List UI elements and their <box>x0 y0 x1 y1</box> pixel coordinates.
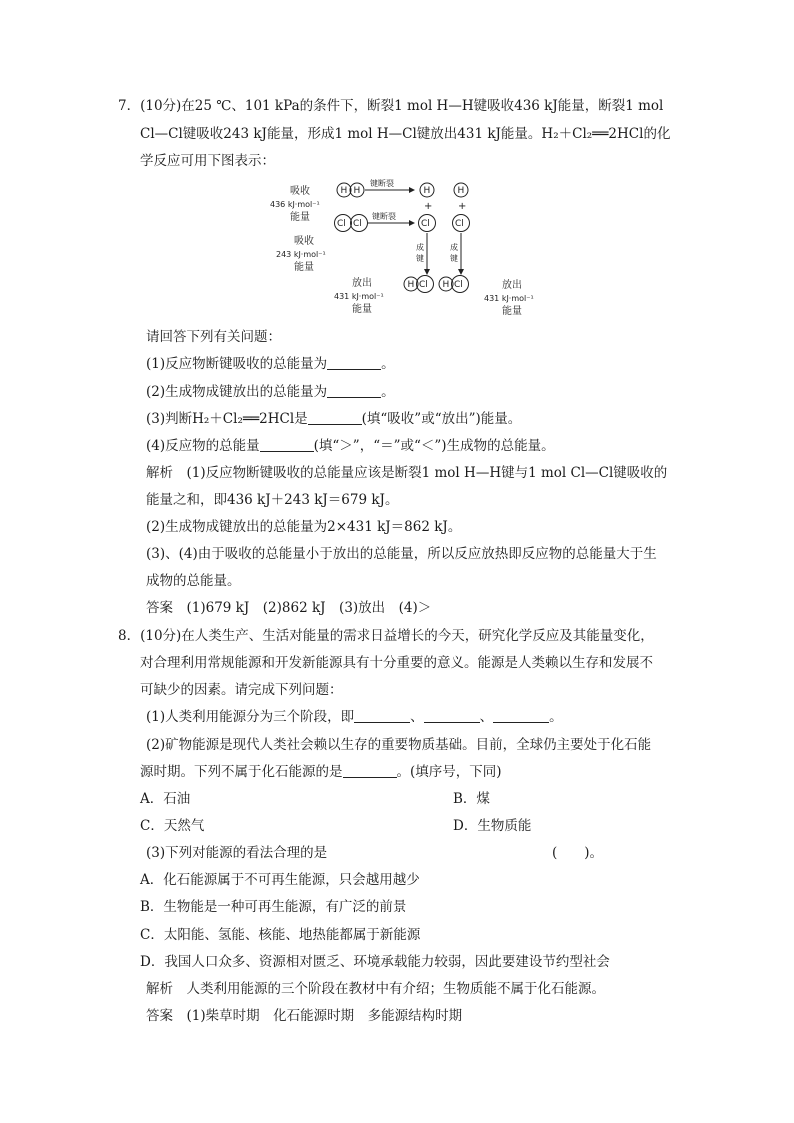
q7-sub3: (3)判断H₂＋Cl₂══2HCl是 (填“吸收”或“放出”)能量。 <box>146 411 522 427</box>
absorb1-label: 吸收 <box>290 186 310 197</box>
release2-unit: 能量 <box>502 306 522 317</box>
q8-sub2-line1: (2)矿物能源是现代人类社会赖以生存的重要物质基础。目前，全球仍主要处于化石能 <box>146 737 652 753</box>
q7-analysis4: (3)、(4)由于吸收的总能量小于放出的总能量，所以反应放热即反应物的总能量大于生 <box>146 546 657 562</box>
q8-s3-a: A．化石能源属于不可再生能源，只会越用越少 <box>140 872 420 888</box>
q8-line3: 可缺少的因素。请完成下列问题： <box>140 682 343 698</box>
svg-text:+: + <box>424 201 433 212</box>
q8-s3-c: C．太阳能、氢能、核能、地热能都属于新能源 <box>140 927 421 943</box>
absorb1-value: 436 kJ·mol⁻¹ <box>270 200 320 209</box>
form-label-2b: 键 <box>450 254 458 263</box>
q7-answer: 答案 (1)679 kJ (2)862 kJ (3)放出 (4)＞ <box>146 600 432 616</box>
svg-text:H: H <box>340 186 348 196</box>
q7-sub2: (2)生成物成键放出的总能量为 。 <box>146 384 395 400</box>
svg-text:Cl: Cl <box>455 219 464 229</box>
bond-energy-diagram <box>266 178 562 320</box>
absorb2-unit: 能量 <box>294 262 314 273</box>
release2-label: 放出 <box>502 280 522 291</box>
break-label-1: 键断裂 <box>370 179 394 188</box>
q7-analysis5: 成物的总能量。 <box>146 573 241 589</box>
release1-unit: 能量 <box>352 304 372 315</box>
q7-sub1: (1)反应物断键吸收的总能量为 。 <box>146 356 395 372</box>
q7-analysis2: 能量之和，即436 kJ＋243 kJ＝679 kJ。 <box>146 492 399 508</box>
q8-line1: 8．(10分)在人类生产、生活对能量的需求日益增长的今天，研究化学反应及其能量变化， <box>118 628 654 644</box>
q8-sub3: (3)下列对能源的看法合理的是 <box>146 845 328 861</box>
svg-text:Cl: Cl <box>421 219 430 229</box>
q8-sub1: (1)人类利用能源分为三个阶段，即 、 、 。 <box>146 709 563 725</box>
q8-opt-d: D．生物质能 <box>453 818 532 834</box>
break-label-2: 键断裂 <box>372 212 396 221</box>
svg-text:Cl: Cl <box>337 219 346 229</box>
q8-opt-b: B．煤 <box>453 791 490 807</box>
svg-text:H: H <box>353 186 361 196</box>
q8-opt-c: C．天然气 <box>140 818 205 834</box>
q8-analysis: 解析 人类利用能源的三个阶段在教材中有介绍；生物质能不属于化石能源。 <box>146 981 605 997</box>
release1-label: 放出 <box>352 278 372 289</box>
q8-line2: 对合理利用常规能源和开发新能源具有十分重要的意义。能源是人类赖以生存和发展不 <box>140 655 653 671</box>
q8-sub2-line2: 源时期。下列不属于化石能源的是 。(填序号，下同) <box>140 764 502 780</box>
release2-value: 431 kJ·mol⁻¹ <box>484 294 534 303</box>
q8-s3-d: D．我国人口众多、资源相对匮乏、环境承载能力较弱，因此要建设节约型社会 <box>140 954 610 970</box>
svg-text:+: + <box>458 201 467 212</box>
q8-answer: 答案 (1)柴草时期 化石能源时期 多能源结构时期 <box>146 1008 463 1024</box>
form-label-2a: 成 <box>450 243 458 252</box>
q7-prompt: 请回答下列有关问题： <box>146 329 281 345</box>
svg-text:Cl: Cl <box>454 280 463 290</box>
release1-value: 431 kJ·mol⁻¹ <box>334 292 384 301</box>
absorb2-label: 吸收 <box>294 236 314 247</box>
absorb2-value: 243 kJ·mol⁻¹ <box>276 250 326 259</box>
svg-text:Cl: Cl <box>353 219 362 229</box>
q7-analysis3: (2)生成物成键放出的总能量为2×431 kJ＝862 kJ。 <box>146 519 462 535</box>
q8-s3-b: B．生物能是一种可再生能源，有广泛的前景 <box>140 899 407 915</box>
q8-sub3-paren: ( )。 <box>552 845 604 861</box>
svg-text:H: H <box>407 280 415 290</box>
absorb1-unit: 能量 <box>290 212 310 223</box>
form-label-1a: 成 <box>416 243 424 252</box>
svg-text:H: H <box>442 280 450 290</box>
form-label-1b: 键 <box>416 254 424 263</box>
q7-line1: 7．(10分)在25 ℃、101 kPa的条件下，断裂1 mol H—H键吸收436 kJ能量，断裂1 mol <box>118 98 664 114</box>
svg-text:H: H <box>423 186 431 196</box>
svg-text:H: H <box>457 186 465 196</box>
q7-line2: Cl—Cl键吸收243 kJ能量，形成1 mol H—Cl键放出431 kJ能量。H₂＋Cl₂══2HCl的化 <box>140 126 671 142</box>
q7-sub4: (4)反应物的总能量 (填“＞”，“＝”或“＜”)生成物的总能量。 <box>146 438 555 454</box>
q7-line3: 学反应可用下图表示： <box>140 153 275 169</box>
q8-opt-a: A．石油 <box>140 791 191 807</box>
svg-text:Cl: Cl <box>419 280 428 290</box>
q7-analysis1: 解析 (1)反应物断键吸收的总能量应该是断裂1 mol H—H键与1 mol Cl—Cl键吸收的 <box>146 465 668 481</box>
